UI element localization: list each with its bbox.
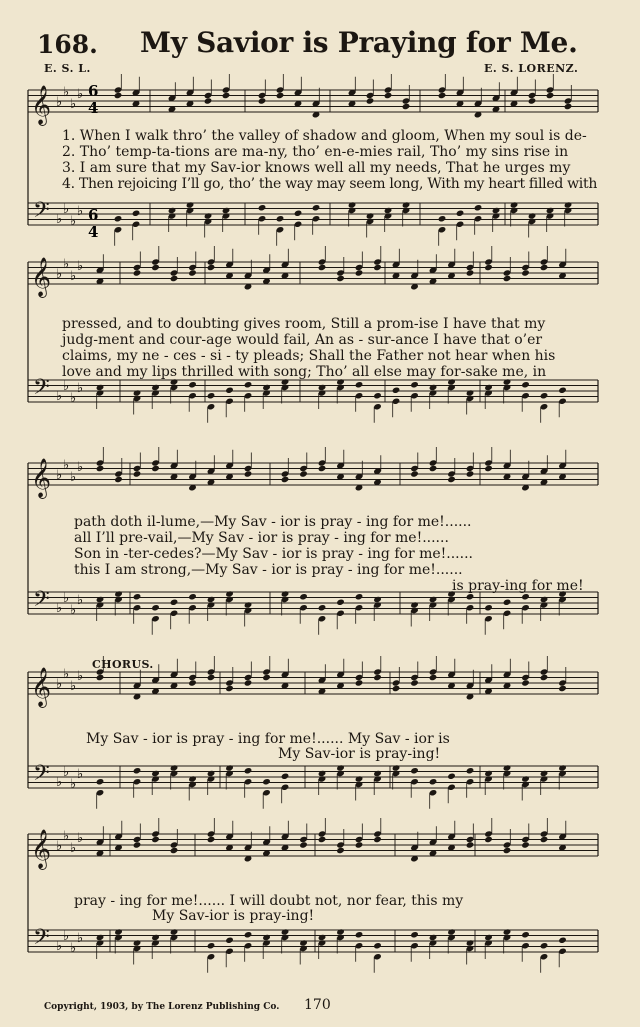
notehead [466, 767, 475, 774]
notehead [96, 674, 105, 681]
treble-clef: 𝄞 [31, 85, 52, 125]
bass-clef: 𝄢 [33, 198, 50, 228]
notehead [466, 593, 475, 600]
flat-sign: ♭ [77, 204, 84, 219]
flat-sign: ♭ [70, 603, 77, 618]
notehead [474, 204, 483, 211]
notehead [276, 92, 285, 99]
notehead [258, 204, 267, 211]
notehead [281, 590, 290, 597]
notehead [558, 937, 567, 944]
copyright-notice: Copyright, 1903, by The Lorenz Publishing Co. [44, 1002, 280, 1012]
hymn-title: My Savior is Praying for Me. [140, 26, 578, 59]
notehead [366, 212, 375, 219]
notehead [133, 939, 142, 946]
notehead [466, 389, 475, 396]
notehead [384, 207, 393, 214]
notehead [540, 770, 549, 777]
notehead [207, 596, 216, 603]
notehead [318, 836, 327, 843]
chorus-line2: pray - ing for me!...... I will doubt not, nor fear, this my [74, 893, 464, 909]
flat-sign: ♭ [63, 667, 70, 682]
notehead [558, 764, 567, 771]
notehead [484, 934, 493, 941]
notehead [318, 384, 327, 391]
notehead [151, 465, 160, 472]
notehead [133, 593, 142, 600]
notehead [207, 264, 216, 271]
flat-sign: ♭ [70, 777, 77, 792]
notehead [521, 931, 530, 938]
notehead [318, 770, 327, 777]
notehead [384, 92, 393, 99]
flat-sign: ♭ [63, 202, 70, 217]
notehead [510, 201, 519, 208]
flat-sign: ♭ [77, 381, 84, 396]
notehead [299, 841, 308, 848]
flat-sign: ♭ [56, 839, 63, 854]
notehead [484, 465, 493, 472]
notehead [521, 679, 530, 686]
notehead [225, 764, 234, 771]
notehead [540, 596, 549, 603]
notehead [402, 201, 411, 208]
notehead [355, 269, 364, 276]
flat-sign: ♭ [63, 929, 70, 944]
notehead [170, 847, 179, 854]
verse1-line2: pressed, and to doubting gives room, Still a prom-ise I have that my [62, 316, 546, 332]
notehead [429, 596, 438, 603]
notehead [466, 269, 475, 276]
bass-clef: 𝄢 [33, 375, 50, 405]
notehead [429, 934, 438, 941]
notehead [392, 387, 401, 394]
verse3-line3: Son in -ter-cedes?—My Sav - ior is pray - ing for me!...... [74, 546, 473, 562]
notehead [484, 384, 493, 391]
chorus-label: CHORUS. [92, 658, 154, 671]
notehead [170, 599, 179, 606]
notehead [244, 679, 253, 686]
notehead [438, 215, 447, 222]
notehead [114, 92, 123, 99]
verse2-line3: all I’ll pre-vail,—My Sav - ior is pray - ing for me!...... [74, 530, 449, 546]
notehead [521, 269, 530, 276]
notehead [392, 685, 401, 692]
flat-sign: ♭ [56, 95, 63, 110]
notehead [558, 685, 567, 692]
flat-sign: ♭ [77, 931, 84, 946]
flat-sign: ♭ [77, 87, 84, 102]
notehead [262, 778, 271, 785]
bass-time-sig-bottom: 4 [88, 223, 99, 241]
notehead [114, 476, 123, 483]
notehead [133, 389, 142, 396]
notehead [244, 931, 253, 938]
notehead [114, 928, 123, 935]
notehead [207, 836, 216, 843]
treble-clef: 𝄞 [31, 667, 52, 707]
notehead [133, 767, 142, 774]
notehead [564, 201, 573, 208]
notehead [373, 596, 382, 603]
notehead [151, 770, 160, 777]
flat-sign: ♭ [70, 941, 77, 956]
notehead [114, 215, 123, 222]
notehead [392, 764, 401, 771]
notehead [402, 103, 411, 110]
notehead [540, 942, 549, 949]
notehead [410, 470, 419, 477]
notehead [355, 593, 364, 600]
verse4-line1: 4. Then rejoicing I’ll go, tho’ the way may seem long, With my heart filled with [62, 176, 598, 192]
notehead [207, 674, 216, 681]
notehead [168, 207, 177, 214]
notehead [262, 674, 271, 681]
notehead [225, 685, 234, 692]
bass-lyric-line3: is pray-ing for me! [452, 578, 584, 594]
chorus-line1: My Sav - ior is pray - ing for me!...... My Sav - ior is [86, 731, 450, 747]
notehead [447, 928, 456, 935]
notehead [373, 942, 382, 949]
notehead [410, 601, 419, 608]
flat-sign: ♭ [63, 829, 70, 844]
flat-sign: ♭ [56, 267, 63, 282]
notehead [188, 593, 197, 600]
notehead [336, 275, 345, 282]
notehead [484, 836, 493, 843]
flat-sign: ♭ [56, 939, 63, 954]
flat-sign: ♭ [77, 593, 84, 608]
notehead [133, 269, 142, 276]
notehead [540, 264, 549, 271]
flat-sign: ♭ [77, 831, 84, 846]
notehead [151, 934, 160, 941]
flat-sign: ♭ [63, 257, 70, 272]
flat-sign: ♭ [63, 591, 70, 606]
music-credit: E. S. LORENZ. [484, 62, 579, 75]
notehead [348, 201, 357, 208]
notehead [244, 470, 253, 477]
notehead [546, 207, 555, 214]
notehead [170, 275, 179, 282]
notehead [281, 773, 290, 780]
notehead [299, 593, 308, 600]
treble-clef: 𝄞 [31, 829, 52, 869]
flat-sign: ♭ [63, 85, 70, 100]
notehead [492, 207, 501, 214]
page-number: 170 [304, 997, 331, 1013]
notehead [373, 836, 382, 843]
notehead [204, 97, 213, 104]
notehead [355, 775, 364, 782]
notehead [96, 384, 105, 391]
notehead [132, 210, 141, 217]
notehead [528, 97, 537, 104]
notehead [503, 764, 512, 771]
flat-sign: ♭ [77, 767, 84, 782]
notehead [540, 836, 549, 843]
verse4-line3: this I am strong,—My Sav - ior is pray - ing for me!...... [74, 562, 463, 578]
notehead [188, 679, 197, 686]
notehead [188, 381, 197, 388]
notehead [151, 264, 160, 271]
notehead [188, 269, 197, 276]
verse2-line1: 2. Tho’ temp-ta-tions are ma-ny, tho’ en-e-mies rail, Tho’ my sins rise in [62, 144, 569, 160]
notehead [188, 775, 197, 782]
treble-time-sig-top: 6 [88, 82, 99, 100]
notehead [336, 764, 345, 771]
notehead [312, 204, 321, 211]
notehead [225, 937, 234, 944]
treble-clef: 𝄞 [31, 458, 52, 498]
notehead [281, 928, 290, 935]
notehead [222, 92, 231, 99]
notehead [429, 465, 438, 472]
notehead [318, 264, 327, 271]
verse2-line2: judg-ment and cour-age would fail, An as - sur-ance I have that o’er [62, 332, 543, 348]
notehead [447, 476, 456, 483]
notehead [503, 275, 512, 282]
bass-clef: 𝄢 [33, 761, 50, 791]
verse3-line1: 3. I am sure that my Sav-ior knows well all my needs, That he urges my [62, 160, 571, 176]
notehead [281, 476, 290, 483]
flat-sign: ♭ [70, 269, 77, 284]
notehead [503, 847, 512, 854]
flat-sign: ♭ [77, 460, 84, 475]
flat-sign: ♭ [70, 97, 77, 112]
notehead [521, 593, 530, 600]
notehead [355, 679, 364, 686]
notehead [262, 384, 271, 391]
notehead [558, 387, 567, 394]
notehead [503, 928, 512, 935]
notehead [170, 928, 179, 935]
notehead [244, 601, 253, 608]
verse1-line1: 1. When I walk thro’ the valley of shadow and gloom, When my soul is de- [62, 128, 587, 144]
notehead [466, 470, 475, 477]
notehead [204, 212, 213, 219]
notehead [466, 841, 475, 848]
notehead [484, 264, 493, 271]
flat-sign: ♭ [56, 601, 63, 616]
notehead [207, 770, 216, 777]
notehead [244, 767, 253, 774]
notehead [484, 770, 493, 777]
notehead [447, 773, 456, 780]
flat-sign: ♭ [56, 212, 63, 227]
flat-sign: ♭ [70, 391, 77, 406]
verse3-line2: claims, my ne - ces - si - ty pleads; Shall the Father not hear when his [62, 348, 556, 364]
notehead [521, 841, 530, 848]
notehead [355, 381, 364, 388]
notehead [244, 381, 253, 388]
flat-sign: ♭ [63, 765, 70, 780]
notehead [222, 207, 231, 214]
flat-sign: ♭ [56, 468, 63, 483]
bass-clef: 𝄢 [33, 587, 50, 617]
treble-time-sig-bottom: 4 [88, 99, 99, 117]
notehead [466, 939, 475, 946]
notehead [133, 841, 142, 848]
notehead [410, 931, 419, 938]
notehead [540, 392, 549, 399]
chorus-line2-bass: My Sav-ior is pray-ing! [152, 908, 315, 924]
flat-sign: ♭ [70, 679, 77, 694]
words-credit: E. S. L. [44, 62, 91, 75]
notehead [207, 392, 216, 399]
notehead [546, 92, 555, 99]
notehead [207, 942, 216, 949]
notehead [528, 212, 537, 219]
notehead [186, 201, 195, 208]
notehead [318, 934, 327, 941]
flat-sign: ♭ [70, 841, 77, 856]
notehead [258, 97, 267, 104]
notehead [336, 599, 345, 606]
bass-clef: 𝄢 [33, 925, 50, 955]
notehead [96, 778, 105, 785]
notehead [299, 939, 308, 946]
notehead [96, 934, 105, 941]
notehead [438, 92, 447, 99]
notehead [170, 764, 179, 771]
verse1-line3: path doth il-lume,—My Sav - ior is pray - ing for me!...... [74, 514, 472, 530]
notehead [225, 590, 234, 597]
notehead [114, 590, 123, 597]
notehead [540, 674, 549, 681]
notehead [521, 775, 530, 782]
notehead [521, 381, 530, 388]
notehead [564, 103, 573, 110]
flat-sign: ♭ [70, 470, 77, 485]
notehead [355, 841, 364, 848]
notehead [96, 596, 105, 603]
flat-sign: ♭ [56, 677, 63, 692]
notehead [225, 387, 234, 394]
flat-sign: ♭ [56, 389, 63, 404]
notehead [336, 847, 345, 854]
flat-sign: ♭ [63, 379, 70, 394]
notehead [429, 674, 438, 681]
notehead [373, 264, 382, 271]
notehead [294, 210, 303, 217]
bass-time-sig-top: 6 [88, 206, 99, 224]
treble-clef: 𝄞 [31, 257, 52, 297]
notehead [336, 928, 345, 935]
notehead [410, 767, 419, 774]
notehead [373, 770, 382, 777]
notehead [355, 931, 364, 938]
notehead [318, 465, 327, 472]
notehead [484, 604, 493, 611]
notehead [429, 778, 438, 785]
notehead [410, 381, 419, 388]
flat-sign: ♭ [56, 775, 63, 790]
hymn-number: 168. [37, 30, 98, 59]
notehead [366, 97, 375, 104]
notehead [151, 604, 160, 611]
notehead [133, 470, 142, 477]
chorus-line1-bass: My Sav-ior is pray-ing! [278, 746, 441, 762]
flat-sign: ♭ [77, 669, 84, 684]
notehead [262, 934, 271, 941]
notehead [373, 674, 382, 681]
notehead [373, 392, 382, 399]
notehead [276, 215, 285, 222]
flat-sign: ♭ [77, 259, 84, 274]
notehead [410, 679, 419, 686]
notehead [299, 470, 308, 477]
notehead [456, 210, 465, 217]
notehead [151, 836, 160, 843]
flat-sign: ♭ [70, 214, 77, 229]
notehead [318, 604, 327, 611]
notehead [429, 384, 438, 391]
verse4-line2: love and my lips thrilled with song; Tho’ all else may for-sake me, in [62, 364, 547, 380]
notehead [96, 465, 105, 472]
notehead [503, 599, 512, 606]
notehead [151, 384, 160, 391]
flat-sign: ♭ [63, 458, 70, 473]
